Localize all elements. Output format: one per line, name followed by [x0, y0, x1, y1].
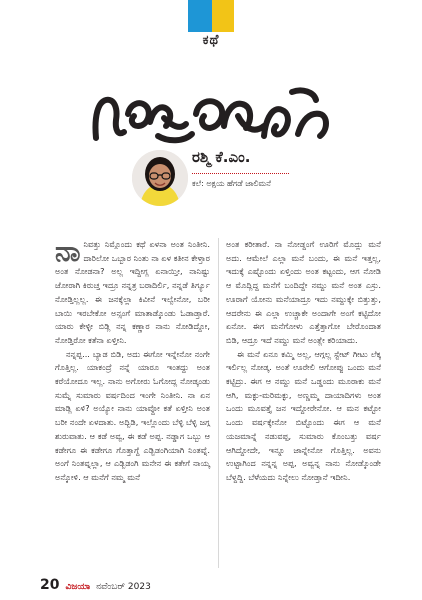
- paragraph: ಈ ಮನೆ ಏನೂ ಕಮ್ಮಿ ಅಲ್ಲ, ಆಗ್ಗಲ್ಲ ಸ್ಟೇಟ್ ಗೀಟು ಲೆಕ್ಕ ಇರ್ಲಿಲ್ಲ ನೋಡ್ಕ. ಅಂತೆ ಊರೇಲಿ ಆಗೋಪ್ಪು ಒಂದು ಮನೆ ಕಟ್ಟಿದ್ರು. ಈಗ ಆ ನಮ್ದು ಮನೆ ಒಡ್ಡಂದು ಮೂರಾಕು ಮನೆ ಆಗಿ, ಮಕ್ಳು-ಮರಿಮಕ್ಳು, ಅಣ್ಣಮ್ಮ ದಾಯಾದಿಗಳು ಅಂತ ಒಂದು ಮೂವತ್ತೈ ಜನ ಇದ್ದೋರೇನೋ. ಆ ಮನ ಕಟ್ಟೋ ಒಂದು ವರ್ಷಕ್ಕೇನೋ ಬಿಟ್ಟೊಂದು ಈಗ ಆ ಮನೆ ಯಜಮಾನ್ನೆ ನಡುವಪ್ಪ, ಸುಮಾರು ಕೊಂಬತ್ತು ವರ್ಷ ಆಗಿದ್ದೋದೇ, ಇನ್ನೂ ಜಾನ್ನೇನೋ ಗೊತ್ತಿಲ್ಲ. ಅವನು ಉಟ್ಟಾಗಿಂದ ನನ್ನನ್ನ ಅಪ್ಪ, ಅವ್ವನ್ನ ನಾನು ನೋಡ್ಕೊಂಡೇ ಬೆಳ್ದದ್ದಿ. ಬೆಳೆಯದು ನಿನ್ನೇಲು ನೋಡ್ತಾನೆ ಇದೀನಿ.: [226, 348, 381, 482]
- illustration-credit: ಕಲೆ: ಅಕ್ಷಯ ಹೆಗಡೆ ಜಾಲಿಮನೆ: [192, 179, 271, 188]
- author-rule: [192, 173, 289, 174]
- paragraph-text: ನಿವತ್ತು ನಿಮ್ಗೊಂದು ಕಥೆ ಏಳನಾ ಅಂತ ನಿಂತೀನಿ. ದಾರಿಲೋ ಒಬ್ಬಾರ ನಿಂತು ನಾ ಏಳ ಕತೀನ ಕೇಳ್ತಾರ ಅಂತ ನೋಡನಾ? ಅಲ್ಲ ಇದ್ದೀಗ್ಲ ಏನಾಯ್ತೀ, ನಾನಿಷ್ಟು ಜೋರಾಗಿ ಕಿರುಚ್ತ ಇದ್ರೂ ನನ್ನತ್ರ ಬರಾದಿರ್ಲಿ, ನನ್ನಡೆ ತಿರ್ಗ್ಯೂ ನೋಡ್ತಿಲ್ಲಲ್ಲ. ಈ ಜನಕ್ಕೆಲ್ಲಾ ಕಿವೀನೆ ಇಲ್ವೇನೋ, ಬರೀ ಬಾಯಿ ಇರಬೇಕೋ ಅನ್ಸಂಗೆ ಮಾತಾಡ್ಕೊಂಡು ಓಡಾಡ್ತಾರೆ. ಯಾರು ಕೇಳ್ಳೀ ಬಿಡ್ಲಿ ನನ್ನ ಕಣ್ಣಾರ ನಾನು ನೋಡಿದ್ದೋ, ನೋಡ್ತಿರೋ ಕತೆನಾ ಏಳ್ತೀನಿ.: [55, 239, 210, 345]
- story-column-right: [226, 238, 381, 485]
- dropcap: ನಾ: [55, 235, 81, 268]
- author-name: ರಶ್ಮಿ ಕೆ.ಎಂ.: [192, 148, 251, 166]
- author-photo: [132, 150, 188, 206]
- blue-band: [188, 0, 212, 32]
- author-portrait-icon: [132, 150, 188, 206]
- paragraph: ನನ್ನಪ್ಪ... ಬ್ಯಾಡ ಬಿಡಿ, ಅದು ಈಗೋ ಇನ್ನೇನೋ ನಂಗೇ ಗೊತ್ತಿಲ್ಲ. ಯಾಕಂದ್ರೆ ನನ್ನೆ ಯಾರೂ ಇಂತದ್ದು ಅಂತ ಕರೆಯೋದೂ ಇಲ್ಲ. ನಾನು ಅಗೋರು ಓಗೋದ್ಲ ನೋಡ್ಕಂಡು ಸುಮ್ನೆ ಸುಮಾರು ವರ್ಷದಿಂದ ಇಂಗೇ ನಿಂತೀನಿ. ನಾ ಏನ ಮಾಡ್ಲಿ ಏಳಿ? ಅಯ್ಯೋ ನಾನು ಯಾವ್ದೋ ಕತೆ ಏಳ್ತೀನಿ ಅಂತ ಬರೀ ನಂದೇ ಏಳದಾತು. ಅದ್ಬಿಡಿ, ಇಲ್ಲೊಂದು ಬೆಳ್ಳಿ ಬೆಳ್ಳಿ ಜಗ್ಗ ಶುರುವಾತು. ಆ ಕಡೆ ಅವ್ವ, ಈ ಕಡೆ ಅಪ್ಪ. ನಡ್ಡಾಗ ಒಬ್ಬು ಆ ಕಡೇಗೂ ಈ ಕಡೇಗೂ ಗೊತ್ತಾಗ್ದೆ ಎಡ್ಬಿಡಂಗಿಯಾಗಿ ನಿಂತವ್ನೆ. ಅಂಗೆ ನಿಂತವ್ನಲ್ಲಾ, ಆ ಎಡ್ಬಿಡಂಗಿ ಮನೇನ ಈ ಕತೇಗೆ ನಾಯ್ಕ ಅನ್ಕೋಳಿ. ಆ ಮನೆಗೆ ನಮ್ಮ ಮನೆ: [55, 348, 210, 482]
- section-label: ಕಥೆ: [202, 33, 220, 48]
- yellow-band: [212, 0, 234, 32]
- issue-date: ನವೆಂಬರ್ 2023: [96, 582, 151, 592]
- story-column-left: [55, 235, 210, 485]
- story-title: [88, 86, 334, 152]
- magazine-name: ವಿಜಯಾ: [65, 582, 91, 592]
- paragraph: [55, 235, 210, 348]
- page-number: 20: [40, 577, 60, 593]
- story-title-lettering: [88, 86, 334, 148]
- column-divider: [218, 238, 219, 568]
- paragraph: ಅಂತ ಕರೀತಾರೆ. ನಾ ನೋಡ್ದಂಗೆ ಊರಿಗೆ ಮೊದ್ಲು ಮನೆ ಅದು. ಆಮೇಲೆ ಎಲ್ಲಾ ಮನೆ ಬಂದು, ಈ ಮನೆ ಇತ್ತಲ್ಲ, ಇದುಕ್ಕೆ ಎಷ್ಟೊಂದು ಏಳ್ತಿಂದು ಅಂತ ಕಟ್ಟಂದು, ಆಗ ನೋಡಿ ಆ ಮೊದ್ಲಿದ್ದ ಮನೆಗೆ ಬಂದಿದ್ದೇ ನಮ್ದು ಮನೆ ಅಂತ ಎಸ್ರು. ಊರಾಗೆ ಯೋನು ಮನೆಯಾದ್ರೂ ಇದು ನಮ್ದುಕ್ಕೇ ಬಿತ್ತುತ್ತು, ಆದರೇನು ಈ ಎಲ್ಲಾ ಉಚ್ಚಾಕೇ ಅಂದಾಗೇ ಅಂಗೆ ಕಟ್ಟಿದೋ ಏನೋ. ಈಗ ಮನೆಗೋಳು ಎತ್ತೆತ್ತಾಗೋ ಬೇರೊಂದಾತ ಬಿಡಿ, ಆದ್ರೂ ಇದೆ ನಮ್ದು ಮನೆ ಅಂತ್ಲೇ ಕರಿಯಾದು.: [226, 239, 381, 345]
- page-footer: [40, 577, 151, 593]
- section-color-band: [188, 0, 234, 32]
